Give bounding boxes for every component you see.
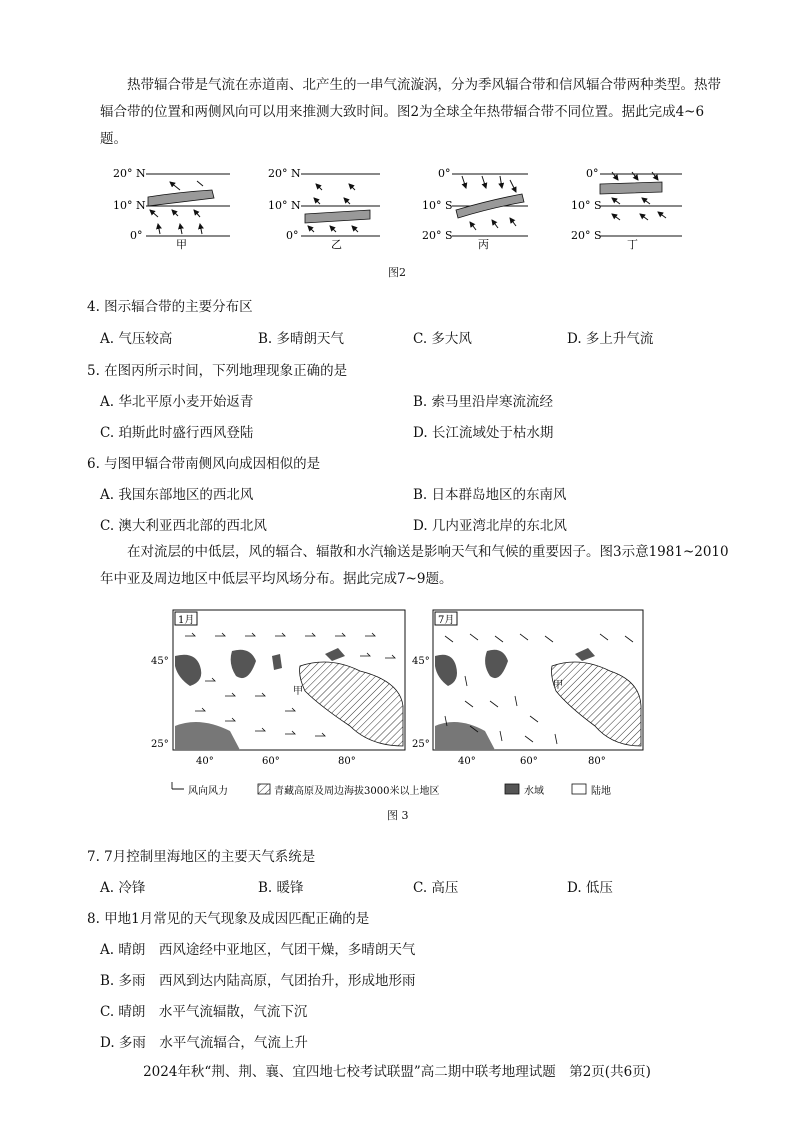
question-4-stem: 4. 图示辐合带的主要分布区 <box>87 299 253 315</box>
q6-option-a[interactable]: A. 我国东部地区的西北风 <box>100 487 254 503</box>
fig2-panel-bing <box>422 167 528 251</box>
fig2-lat-top: 20° N <box>113 167 146 180</box>
fig2-panel-name: 丁 <box>627 238 638 251</box>
map-lon-label: 40° <box>458 756 476 767</box>
map-january <box>151 610 405 767</box>
fig2-lat-bot: 0° <box>130 229 143 242</box>
figure-2 <box>0 162 794 252</box>
q8-option-d[interactable]: D. 多雨 水平气流辐合，气流上升 <box>100 1035 308 1051</box>
q7-option-c[interactable]: C. 高压 <box>413 880 459 896</box>
question-8-stem: 8. 甲地1月常见的天气现象及成因匹配正确的是 <box>87 911 370 927</box>
fig2-lat-top: 0° <box>586 167 599 180</box>
legend-plateau: 青藏高原及周边海拔3000米以上地区 <box>274 786 440 797</box>
map-lat-label: 25° <box>151 739 169 750</box>
q5-option-d[interactable]: D. 长江流域处于枯水期 <box>413 425 554 441</box>
q8-option-b[interactable]: B. 多雨 西风到达内陆高原，气团抬升，形成地形雨 <box>100 973 416 989</box>
q8-option-c[interactable]: C. 晴朗 水平气流辐散，气流下沉 <box>100 1004 308 1020</box>
figure-3-caption: 图 3 <box>387 809 409 822</box>
map-month-label: 7月 <box>438 615 455 626</box>
map-lat-label: 45° <box>412 656 430 667</box>
q7-option-d[interactable]: D. 低压 <box>567 880 613 896</box>
q4-option-a[interactable]: A. 气压较高 <box>100 331 173 347</box>
figure-2-caption: 图2 <box>388 266 406 279</box>
page-footer: 2024年秋“荆、荆、襄、宜四地七校考试联盟”高二期中联考地理试题 第2页(共6页) <box>143 1064 651 1080</box>
map-lon-label: 60° <box>262 756 280 767</box>
q6-option-c[interactable]: C. 澳大利亚西北部的西北风 <box>100 518 267 534</box>
q5-option-c[interactable]: C. 珀斯此时盛行西风登陆 <box>100 425 254 441</box>
fig3-legend <box>172 782 611 797</box>
figure-3 <box>0 606 794 806</box>
q5-option-b[interactable]: B. 索马里沿岸寒流流经 <box>413 394 554 410</box>
q4-option-c[interactable]: C. 多大风 <box>413 331 472 347</box>
question-7-stem: 7. 7月控制里海地区的主要天气系统是 <box>87 849 316 865</box>
map-month-label: 1月 <box>178 615 195 626</box>
map-lon-label: 40° <box>196 756 214 767</box>
fig2-lat-mid: 10° S <box>571 199 602 212</box>
fig2-panel-ding <box>571 167 682 251</box>
fig2-lat-bot: 0° <box>286 229 299 242</box>
q4-option-d[interactable]: D. 多上升气流 <box>567 331 654 347</box>
map-july <box>412 610 643 767</box>
q4-option-b[interactable]: B. 多晴朗天气 <box>258 331 345 347</box>
q6-option-d[interactable]: D. 几内亚湾北岸的东北风 <box>413 518 567 534</box>
map-lat-label: 25° <box>412 739 430 750</box>
fig2-lat-top: 20° N <box>268 167 301 180</box>
fig2-panel-name: 乙 <box>331 238 342 251</box>
map-lon-label: 80° <box>588 756 606 767</box>
fig2-lat-bot: 20° S <box>422 229 453 242</box>
map-point-label: 甲 <box>553 680 563 691</box>
intro-paragraph-1: 热带辐合带是气流在赤道南、北产生的一串气流漩涡，分为季风辐合带和信风辐合带两种类型。热带辐合带的位置和两侧风向可以用来推测大致时间。图2为全球全年热带辐合带不同位置。据此完成4~6题。 <box>100 77 721 147</box>
question-5-stem: 5. 在图丙所示时间，下列地理现象正确的是 <box>87 363 348 379</box>
legend-wind: 风向风力 <box>188 786 228 797</box>
map-lat-label: 45° <box>151 656 169 667</box>
fig2-panel-name: 甲 <box>176 238 187 251</box>
map-lon-label: 80° <box>338 756 356 767</box>
q7-option-b[interactable]: B. 暖锋 <box>258 880 304 896</box>
fig2-panel-yi <box>268 167 380 251</box>
fig2-lat-mid: 10° N <box>268 199 301 212</box>
q6-option-b[interactable]: B. 日本群岛地区的东南风 <box>413 487 567 503</box>
legend-land: 陆地 <box>591 786 611 797</box>
fig2-lat-top: 0° <box>438 167 451 180</box>
map-lon-label: 60° <box>520 756 538 767</box>
question-6-stem: 6. 与图甲辐合带南侧风向成因相似的是 <box>87 456 321 472</box>
intro-paragraph-2: 在对流层的中低层，风的辐合、辐散和水汽输送是影响天气和气候的重要因子。图3示意1981~2010年中亚及周边地区中低层平均风场分布。据此完成7~9题。 <box>100 544 729 587</box>
fig2-panel-jia <box>113 167 230 251</box>
q5-option-a[interactable]: A. 华北平原小麦开始返青 <box>100 394 254 410</box>
fig2-lat-bot: 20° S <box>571 229 602 242</box>
legend-water: 水域 <box>524 786 544 797</box>
fig2-lat-mid: 10° N <box>113 199 146 212</box>
fig2-lat-mid: 10° S <box>422 199 453 212</box>
map-point-label: 甲 <box>293 686 303 697</box>
fig2-panel-name: 丙 <box>478 238 489 251</box>
q8-option-a[interactable]: A. 晴朗 西风途经中亚地区，气团干燥，多晴朗天气 <box>100 942 416 958</box>
q7-option-a[interactable]: A. 冷锋 <box>100 880 146 896</box>
